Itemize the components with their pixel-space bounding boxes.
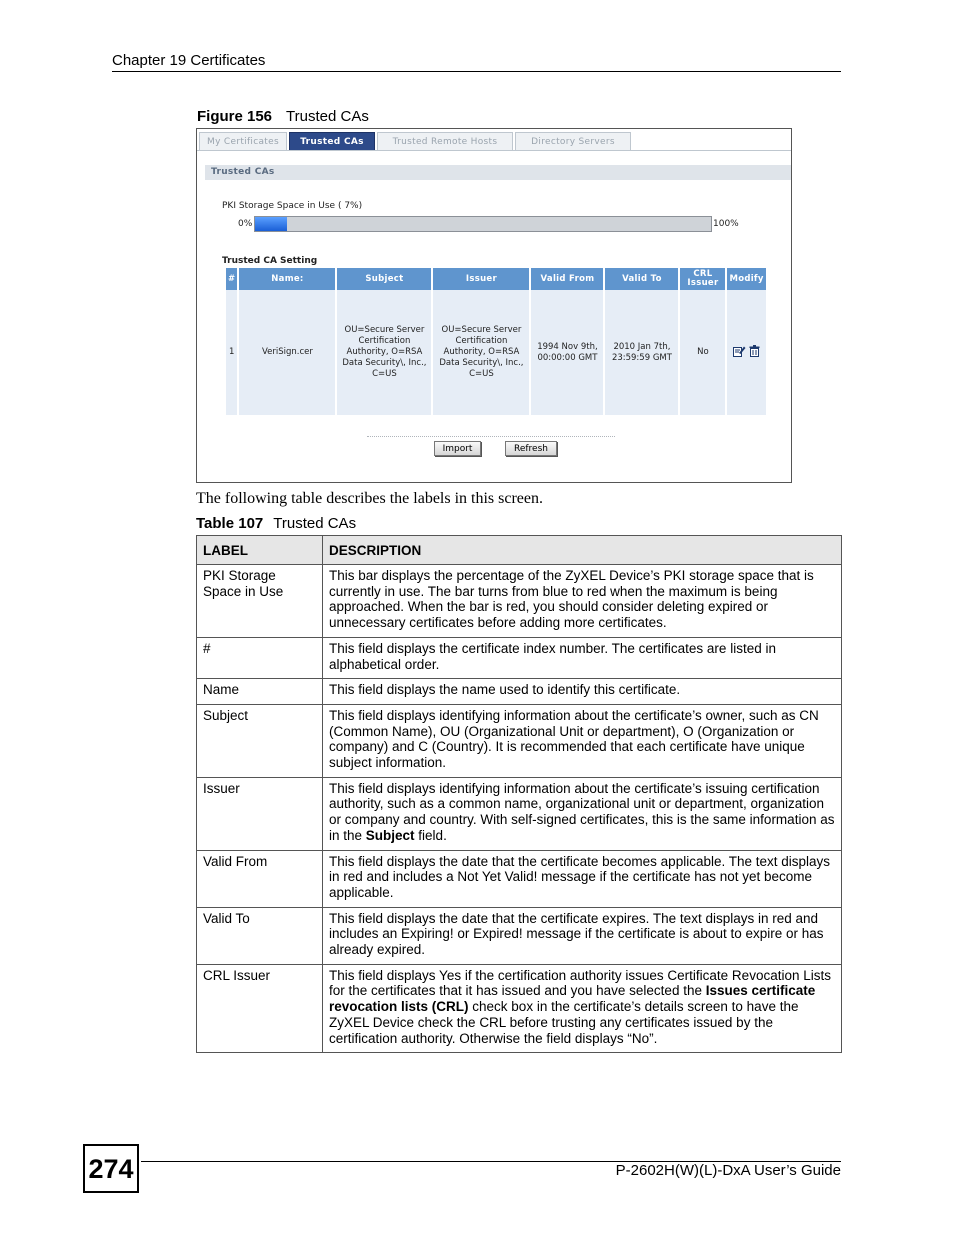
table-row [197, 777, 842, 850]
col-valid-to: Valid To [605, 268, 678, 290]
row-label: # [197, 637, 323, 678]
row-label: Valid From [197, 850, 323, 907]
row-label: CRL Issuer [197, 964, 323, 1053]
cell-modify [727, 290, 765, 415]
trusted-ca-table [224, 268, 768, 415]
tab-trusted-remote-hosts[interactable]: Trusted Remote Hosts [377, 132, 513, 150]
header-description: DESCRIPTION [323, 536, 842, 565]
row-description: This bar displays the percentage of the ZyXEL Device’s PKI storage space that is currently in use. The bar turns from blue to red when the maximum is being approached. When the bar is red, you should consider deleting expired or unnecessary certificates before adding more certificates. [323, 565, 842, 638]
figure-caption [197, 108, 369, 125]
tab-my-certificates[interactable]: My Certificates [199, 132, 287, 150]
row-label: Valid To [197, 907, 323, 964]
cell-index: 1 [226, 290, 237, 415]
row-label: PKI Storage Space in Use [197, 565, 323, 638]
table-header-row [197, 536, 842, 565]
desc-text: This field displays identifying information about the certificate’s issuing certification authority, such as a common name, organizational unit or department, organization or company and country. With self-signed certificates, this is the same information as in the [329, 780, 835, 843]
row-label: Issuer [197, 777, 323, 850]
tab-underline [197, 150, 792, 151]
chapter-header: Chapter 19 Certificates [112, 52, 266, 69]
table-row [197, 850, 842, 907]
col-valid-from: Valid From [531, 268, 603, 290]
table-row [197, 907, 842, 964]
col-modify: Modify [727, 268, 765, 290]
col-crl-issuer: CRL Issuer [680, 268, 725, 290]
row-label: Subject [197, 704, 323, 777]
row-description [323, 777, 842, 850]
page-number: 274 [83, 1144, 139, 1193]
edit-icon[interactable] [733, 345, 746, 357]
label-description-table [196, 535, 842, 1053]
trusted-ca-setting-title: Trusted CA Setting [222, 256, 318, 266]
header-label: LABEL [197, 536, 323, 565]
row-description: This field displays identifying information about the certificate’s owner, such as CN (Common Name), OU (Organizational Unit or department), O (Organization or company) and C (Country). It is recommended that each certificate have unique subject information. [323, 704, 842, 777]
col-subject: Subject [337, 268, 431, 290]
tab-bar [199, 132, 633, 151]
cell-name: VeriSign.cer [239, 290, 335, 415]
table-row [197, 637, 842, 678]
bar-min-label: 0% [238, 219, 253, 229]
tab-directory-servers[interactable]: Directory Servers [515, 132, 631, 150]
cell-valid-from: 1994 Nov 9th, 00:00:00 GMT [531, 290, 603, 415]
cell-crl-issuer: No [680, 290, 725, 415]
section-title: Trusted CAs [205, 165, 791, 180]
desc-bold: Issues certificate revocation lists (CRL) [329, 983, 816, 1015]
refresh-button[interactable]: Refresh [505, 441, 557, 456]
table-row [197, 704, 842, 777]
cell-issuer: OU=Secure Server Certification Authority, O=RSA Data Security\, Inc., C=US [433, 290, 529, 415]
trash-icon[interactable] [749, 345, 760, 357]
table-title: Trusted CAs [273, 515, 357, 532]
pki-storage-bar-fill [255, 217, 287, 231]
table-label: Table 107 [196, 515, 264, 532]
cell-valid-to: 2010 Jan 7th, 23:59:59 GMT [605, 290, 678, 415]
guide-title: P-2602H(W)(L)-DxA User’s Guide [615, 1162, 841, 1179]
table-row [197, 679, 842, 705]
row-description: This field displays the date that the certificate becomes applicable. The text displays in red and includes a Not Yet Valid! message if the certificate has not yet become applicable. [323, 850, 842, 907]
table-row [197, 565, 842, 638]
import-button[interactable]: Import [434, 441, 481, 456]
tab-trusted-cas[interactable]: Trusted CAs [289, 132, 375, 150]
desc-bold: Subject [365, 827, 415, 843]
desc-text: field. [414, 827, 447, 843]
col-issuer: Issuer [433, 268, 529, 290]
table-header-row [226, 268, 766, 290]
figure-title: Trusted CAs [286, 108, 369, 125]
row-description [323, 964, 842, 1053]
table-caption [196, 515, 356, 532]
figure-label: Figure 156 [197, 108, 273, 125]
pki-storage-label: PKI Storage Space in Use ( 7%) [222, 201, 363, 211]
table-row [197, 964, 842, 1053]
bar-max-label: 100% [713, 219, 739, 229]
intro-text: The following table describes the labels in this screen. [196, 490, 544, 507]
row-label: Name [197, 679, 323, 705]
divider [367, 436, 615, 437]
trusted-cas-screenshot [196, 128, 792, 483]
table-row [226, 290, 766, 415]
row-description: This field displays the certificate index number. The certificates are listed in alphabetical order. [323, 637, 842, 678]
desc-text: check box in the certificate’s details screen to have the ZyXEL Device check the CRL before trusting any certificates issued by the certification authority. Otherwise the field displays “No”. [329, 999, 799, 1046]
row-description: This field displays the date that the certificate expires. The text displays in red and includes an Expiring! or Expired! message if the certificate is about to expire or has already expired. [323, 907, 842, 964]
header-rule [112, 71, 841, 72]
row-description: This field displays the name used to identify this certificate. [323, 679, 842, 705]
pki-storage-bar [254, 216, 712, 232]
cell-subject: OU=Secure Server Certification Authority, O=RSA Data Security\, Inc., C=US [337, 290, 431, 415]
col-index: # [226, 268, 237, 290]
desc-text: This field displays Yes if the certification authority issues Certificate Revocation Lists for the certificates that it has issued and you have selected the [329, 967, 831, 999]
col-name: Name: [239, 268, 335, 290]
